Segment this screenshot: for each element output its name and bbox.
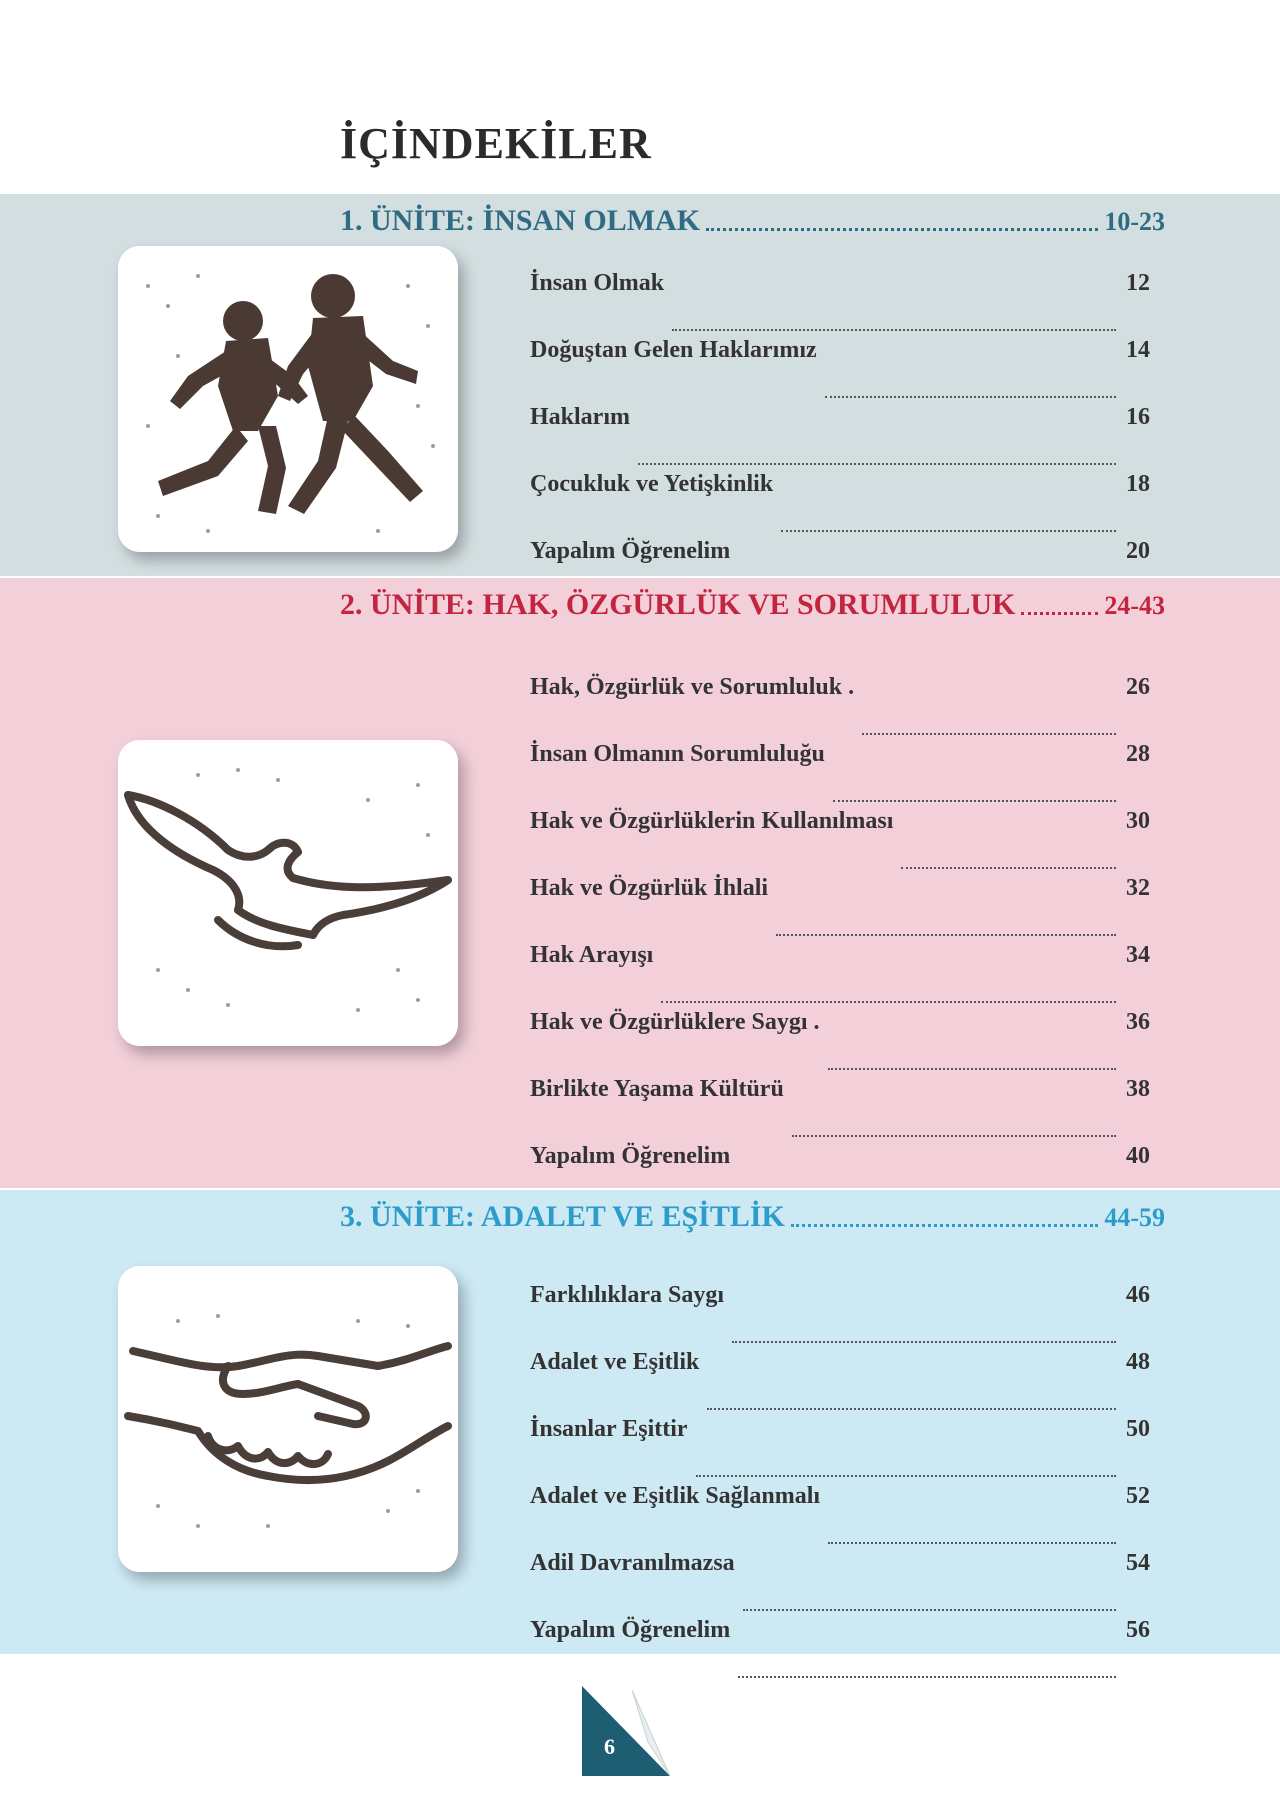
toc-item-page: 46 [1126, 1282, 1150, 1308]
toc-item-page: 32 [1126, 875, 1150, 901]
toc-item-page: 38 [1126, 1076, 1150, 1102]
toc-item-label: Çocukluk ve Yetişkinlik [530, 471, 774, 497]
page-number-badge [578, 1682, 674, 1778]
toc-item-page: 56 [1126, 1617, 1150, 1643]
handshake-illustration [118, 1266, 458, 1572]
unit-heading-title: 1. ÜNİTE: İNSAN OLMAK [340, 204, 701, 237]
dove-illustration [118, 740, 458, 1046]
dot-leader [781, 530, 1116, 532]
toc-item-label: Doğuştan Gelen Haklarımız [530, 337, 817, 363]
toc-item-label: Farklılıklara Saygı [530, 1282, 725, 1308]
toc-item[interactable] [530, 1076, 1150, 1143]
toc-item-label: Hak ve Özgürlüklere Saygı . [530, 1009, 820, 1035]
toc-item[interactable] [530, 674, 1150, 741]
unit-heading-title: 3. ÜNİTE: ADALET VE EŞİTLİK [340, 1200, 785, 1233]
unit-2-section [0, 578, 1280, 1188]
page-corner-icon [578, 1682, 674, 1778]
toc-item-page: 34 [1126, 942, 1150, 968]
dot-leader [638, 463, 1116, 465]
toc-item-label: Adalet ve Eşitlik Sağlanmalı [530, 1483, 821, 1509]
toc-item-label: Haklarım [530, 404, 630, 430]
toc-item-label: İnsan Olmak [530, 270, 665, 296]
unit-2-image-dove [118, 740, 458, 1046]
dot-leader [791, 1224, 1098, 1227]
toc-item-label: Hak ve Özgürlük İhlali [530, 875, 769, 901]
dot-leader [661, 1001, 1116, 1003]
toc-item-page: 18 [1126, 471, 1150, 497]
toc-item-label: İnsanlar Eşittir [530, 1416, 688, 1442]
toc-item[interactable] [530, 404, 1150, 471]
dot-leader [732, 1341, 1116, 1343]
toc-item[interactable] [530, 1282, 1150, 1349]
toc-item-page: 14 [1126, 337, 1150, 363]
toc-item-page: 54 [1126, 1550, 1150, 1576]
page-title: İÇİNDEKİLER [340, 119, 652, 168]
page-number: 6 [604, 1734, 615, 1759]
toc-item[interactable] [530, 942, 1150, 1009]
toc-item-label: Birlikte Yaşama Kültürü [530, 1076, 784, 1102]
unit-3-heading[interactable] [340, 1200, 1165, 1234]
toc-item-page: 30 [1126, 808, 1150, 834]
toc-item-page: 26 [1126, 674, 1150, 700]
dot-leader [672, 329, 1116, 331]
toc-item[interactable] [530, 808, 1150, 875]
dot-leader [825, 396, 1116, 398]
toc-item-label: Adalet ve Eşitlik [530, 1349, 700, 1375]
toc-item-label: İnsan Olmanın Sorumluluğu [530, 741, 825, 767]
dot-leader [706, 228, 1098, 231]
toc-item-page: 28 [1126, 741, 1150, 767]
toc-item[interactable] [530, 1550, 1150, 1617]
toc-item-label: Yapalım Öğrenelim [530, 1617, 731, 1643]
unit-heading-title: 2. ÜNİTE: HAK, ÖZGÜRLÜK VE SORUMLULUK [340, 588, 1016, 621]
toc-item-label: Yapalım Öğrenelim [530, 1143, 731, 1169]
unit-page-range: 10-23 [1104, 207, 1165, 236]
toc-item[interactable] [530, 1009, 1150, 1076]
unit-1-section [0, 194, 1280, 576]
toc-item-page: 12 [1126, 270, 1150, 296]
toc-item-page: 48 [1126, 1349, 1150, 1375]
unit-1-image-running-figures [118, 246, 458, 552]
toc-item-page: 50 [1126, 1416, 1150, 1442]
toc-item[interactable] [530, 1349, 1150, 1416]
toc-item-page: 16 [1126, 404, 1150, 430]
toc-item[interactable] [530, 741, 1150, 808]
dot-leader [738, 1676, 1116, 1678]
unit-page-range: 44-59 [1104, 1203, 1165, 1232]
dot-leader [743, 1609, 1116, 1611]
unit-page-range: 24-43 [1104, 591, 1165, 620]
toc-item-label: Hak Arayışı [530, 942, 654, 968]
dot-leader [792, 1135, 1116, 1137]
toc-item[interactable] [530, 337, 1150, 404]
dot-leader [1021, 612, 1098, 615]
dot-leader [833, 800, 1116, 802]
unit-2-toc-list [530, 674, 1150, 1210]
dot-leader [862, 733, 1116, 735]
toc-item[interactable] [530, 270, 1150, 337]
dot-leader [707, 1408, 1116, 1410]
dot-leader [696, 1475, 1116, 1477]
dot-leader [776, 934, 1116, 936]
unit-3-toc-list [530, 1282, 1150, 1684]
toc-item-page: 36 [1126, 1009, 1150, 1035]
toc-item-page: 40 [1126, 1143, 1150, 1169]
toc-item-page: 52 [1126, 1483, 1150, 1509]
toc-item[interactable] [530, 471, 1150, 538]
toc-item-label: Yapalım Öğrenelim [530, 538, 731, 564]
unit-3-image-handshake [118, 1266, 458, 1572]
toc-item-label: Adil Davranılmazsa [530, 1550, 735, 1576]
toc-item[interactable] [530, 1617, 1150, 1684]
toc-item-label: Hak, Özgürlük ve Sorumluluk . [530, 674, 855, 700]
dot-leader [901, 867, 1116, 869]
running-figures-illustration [118, 246, 458, 552]
unit-3-section [0, 1190, 1280, 1654]
unit-2-heading[interactable] [340, 588, 1165, 622]
dot-leader [828, 1068, 1116, 1070]
toc-item[interactable] [530, 875, 1150, 942]
toc-item[interactable] [530, 1483, 1150, 1550]
toc-item-label: Hak ve Özgürlüklerin Kullanılması [530, 808, 894, 834]
dot-leader [828, 1542, 1116, 1544]
toc-item[interactable] [530, 1416, 1150, 1483]
toc-item-page: 20 [1126, 538, 1150, 564]
unit-1-heading[interactable] [340, 204, 1165, 238]
unit-1-toc-list [530, 270, 1150, 605]
